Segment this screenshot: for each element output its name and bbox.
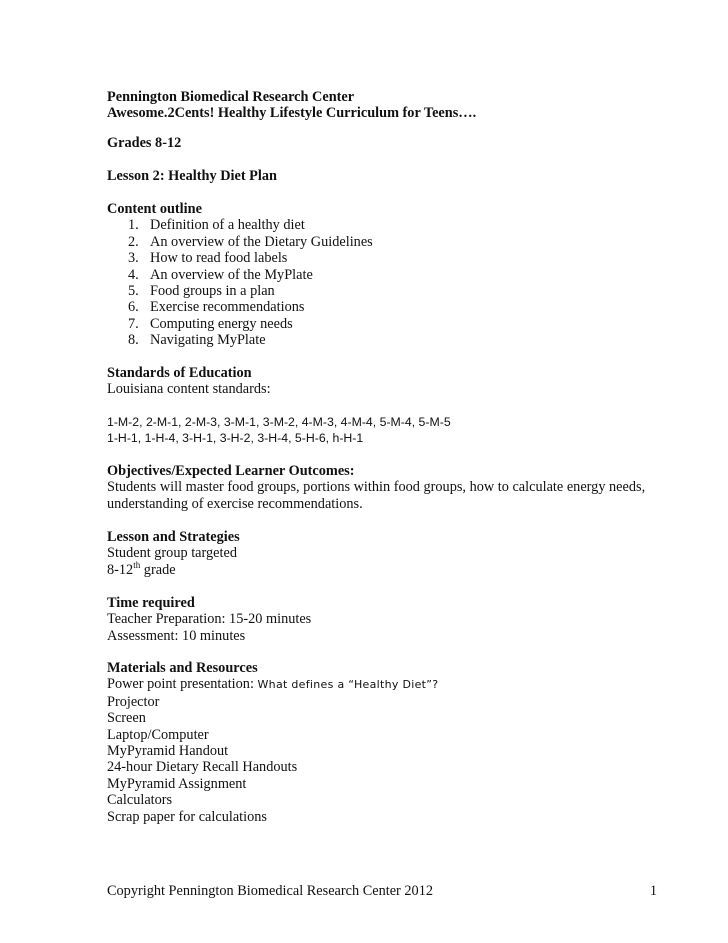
content-outline	[107, 201, 667, 349]
item-text: Food groups in a plan	[150, 283, 275, 300]
item-number: 7.	[128, 315, 139, 332]
material-item: MyPyramid Assignment	[107, 775, 247, 792]
section-heading: Objectives/Expected Learner Outcomes:	[107, 463, 355, 479]
time-line: Assessment: 10 minutes	[107, 627, 246, 644]
objectives-line: understanding of exercise recommendations.	[107, 495, 363, 512]
ppt-title: What defines a “Healthy Diet”?	[257, 678, 439, 692]
material-item: Projector	[107, 693, 160, 710]
materials-list	[107, 694, 667, 825]
material-item: MyPyramid Handout	[107, 743, 229, 760]
ppt-line	[107, 676, 667, 693]
item-text: Definition of a healthy diet	[150, 217, 305, 234]
codes-line: 1-H-1, 1-H-4, 3-H-1, 3-H-2, 3-H-4, 5-H-6, h-H-1	[107, 431, 364, 446]
objectives	[107, 463, 707, 512]
outline-item	[107, 250, 667, 266]
section-heading: Lesson and Strategies	[107, 529, 240, 545]
standards-subheading: Louisiana content standards:	[107, 381, 271, 398]
page-number: 1	[649, 883, 657, 899]
item-text: Exercise recommendations	[150, 299, 305, 316]
footer	[107, 883, 657, 899]
outline-item	[107, 332, 667, 348]
curriculum-title: Awesome.2Cents! Healthy Lifestyle Curriculum for Teens….	[107, 105, 477, 122]
grade-text: grade	[140, 561, 176, 578]
time-required	[107, 595, 667, 644]
section-heading: Time required	[107, 595, 195, 611]
grade-num: 8-12	[107, 561, 134, 578]
strategies	[107, 529, 667, 578]
ppt-label: Power point presentation:	[107, 676, 258, 693]
item-number: 8.	[128, 332, 139, 349]
material-item: Scrap paper for calculations	[107, 808, 267, 825]
section-heading: Content outline	[107, 201, 202, 217]
outline-item	[107, 267, 667, 283]
item-text: An overview of the MyPlate	[150, 266, 313, 283]
outline-item	[107, 283, 667, 299]
grades: Grades 8-12	[107, 135, 182, 151]
item-number: 4.	[128, 266, 139, 283]
material-item: 24-hour Dietary Recall Handouts	[107, 759, 298, 776]
item-text: How to read food labels	[150, 250, 288, 267]
materials	[107, 660, 667, 825]
item-text: Navigating MyPlate	[150, 332, 266, 349]
item-number: 2.	[128, 233, 139, 250]
grade-line	[107, 562, 667, 578]
item-text: An overview of the Dietary Guidelines	[150, 233, 373, 250]
objectives-line: Students will master food groups, portions within food groups, how to calculate energy needs,	[107, 479, 646, 496]
lesson-title: Lesson 2: Healthy Diet Plan	[107, 168, 277, 184]
material-item: Calculators	[107, 792, 173, 809]
org-name: Pennington Biomedical Research Center	[107, 89, 355, 105]
item-number: 6.	[128, 299, 139, 316]
outline-item	[107, 234, 667, 250]
item-number: 3.	[128, 250, 139, 267]
standards-codes	[107, 414, 667, 447]
item-number: 5.	[128, 283, 139, 300]
outline-list	[107, 217, 667, 348]
item-text: Computing energy needs	[150, 315, 293, 332]
copyright: Copyright Pennington Biomedical Research Center 2012	[107, 883, 433, 899]
item-number: 1.	[128, 217, 139, 234]
target-group: Student group targeted	[107, 545, 237, 562]
outline-item	[107, 299, 667, 315]
codes-line: 1-M-2, 2-M-1, 2-M-3, 3-M-1, 3-M-2, 4-M-3, 4-M-4, 5-M-4, 5-M-5	[107, 415, 451, 429]
header	[107, 89, 667, 122]
outline-item	[107, 217, 667, 233]
section-heading: Materials and Resources	[107, 660, 258, 676]
material-item: Screen	[107, 710, 146, 727]
standards	[107, 365, 667, 398]
outline-item	[107, 316, 667, 332]
section-heading: Standards of Education	[107, 365, 252, 381]
material-item: Laptop/Computer	[107, 726, 209, 743]
time-line: Teacher Preparation: 15-20 minutes	[107, 611, 312, 628]
grade-sup: th	[133, 560, 141, 571]
